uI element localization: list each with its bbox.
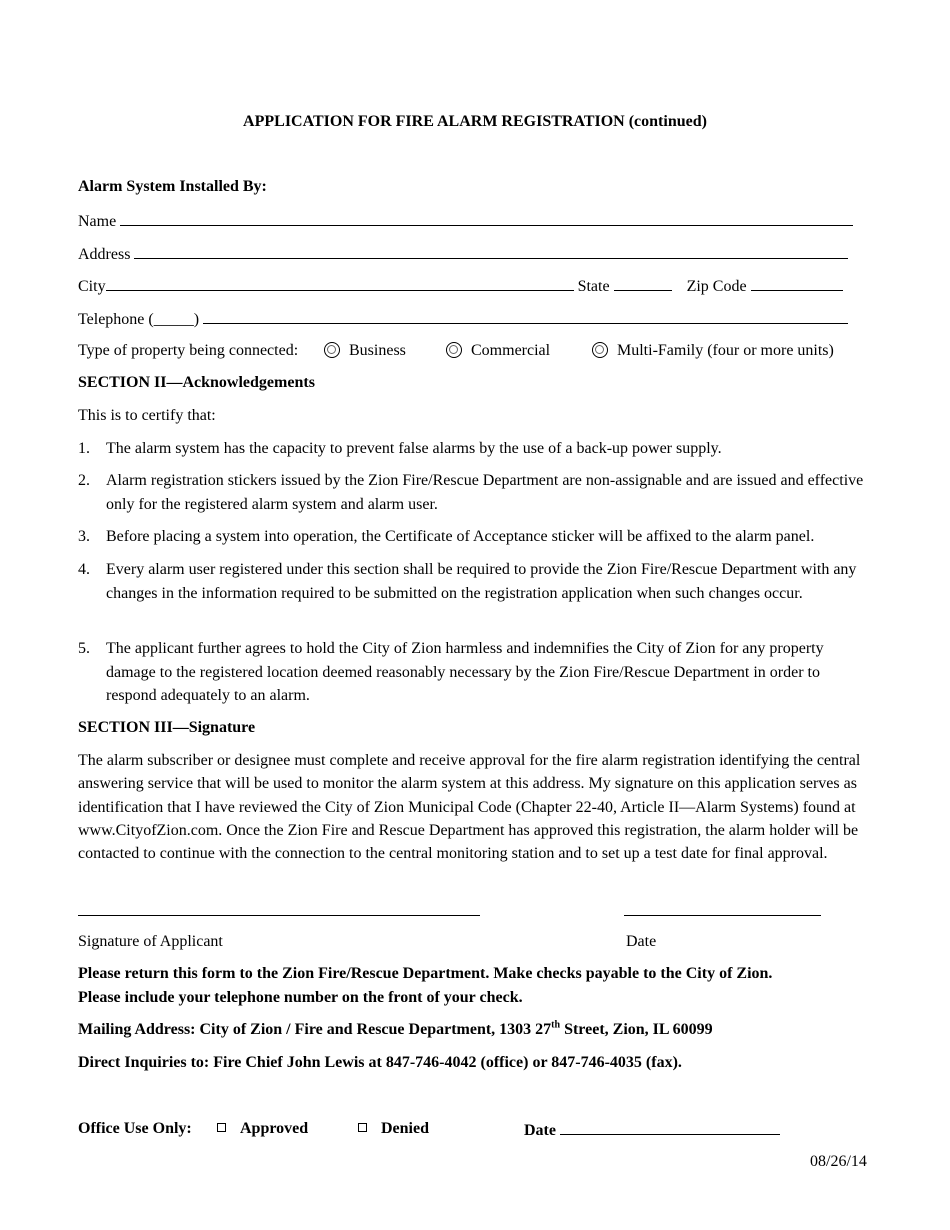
telephone-label: Telephone (_____) <box>78 311 200 328</box>
property-option-business[interactable] <box>324 340 406 362</box>
mailing-address <box>78 1019 713 1041</box>
multifamily-radio[interactable] <box>592 342 608 358</box>
zip-field[interactable] <box>751 274 843 291</box>
list-item-number: 4. <box>78 561 90 578</box>
signature-date-line[interactable] <box>624 897 821 916</box>
office-date-field[interactable] <box>560 1118 780 1135</box>
list-item-number: 5. <box>78 640 90 657</box>
approved-checkbox[interactable] <box>217 1123 226 1132</box>
form-revision-date: 08/26/14 <box>810 1153 867 1170</box>
office-use-label: Office Use Only: <box>78 1120 192 1137</box>
zip-label: Zip Code <box>686 278 747 295</box>
section2-heading: SECTION II—Acknowledgements <box>78 374 315 391</box>
telephone-field[interactable] <box>203 307 848 324</box>
name-label: Name <box>78 213 117 230</box>
mailing-address-text: Mailing Address: City of Zion / Fire and Rescue Department, 1303 27 <box>78 1021 552 1038</box>
list-item-text: Before placing a system into operation, the Certificate of Acceptance sticker will be affixed to the alarm panel. <box>106 528 815 545</box>
denied-label: Denied <box>381 1120 429 1137</box>
return-instructions-line2: Please include your telephone number on the front of your check. <box>78 989 523 1006</box>
office-date-label: Date <box>524 1122 556 1139</box>
list-item-text: Every alarm user registered under this section shall be required to provide the Zion Fire/Rescue Department with any changes in the information required to be submitted on the registration application when such changes occur. <box>106 561 857 602</box>
list-item-number: 2. <box>78 472 90 489</box>
commercial-radio[interactable] <box>446 342 462 358</box>
direct-inquiries: Direct Inquiries to: Fire Chief John Lewis at 847-746-4042 (office) or 847-746-4035 (fax). <box>78 1054 682 1071</box>
approved-label: Approved <box>240 1120 309 1137</box>
city-field[interactable] <box>106 274 574 291</box>
mailing-address-text-end: Street, Zion, IL 60099 <box>560 1021 713 1038</box>
property-option-multifamily[interactable] <box>592 340 834 362</box>
city-row <box>78 274 843 298</box>
business-label: Business <box>349 342 406 359</box>
section3-heading: SECTION III—Signature <box>78 719 256 736</box>
name-field[interactable] <box>120 209 853 226</box>
property-option-commercial[interactable] <box>446 340 550 362</box>
return-instructions-line1: Please return this form to the Zion Fire/Rescue Department. Make checks payable to the City of Zion. <box>78 965 773 982</box>
signature-label: Signature of Applicant <box>78 933 223 950</box>
denied-checkbox[interactable] <box>358 1123 367 1132</box>
multifamily-label: Multi-Family (four or more units) <box>617 342 834 359</box>
list-item-text: The alarm system has the capacity to prevent false alarms by the use of a back-up power supply. <box>106 440 722 457</box>
approved-option[interactable] <box>217 1118 308 1140</box>
commercial-label: Commercial <box>471 342 551 359</box>
list-item-number: 3. <box>78 528 90 545</box>
denied-option[interactable] <box>358 1118 429 1140</box>
section2-intro: This is to certify that: <box>78 407 216 424</box>
signature-date-label: Date <box>626 933 657 950</box>
telephone-row <box>78 307 848 331</box>
list-item-number: 1. <box>78 440 90 457</box>
address-row <box>78 242 848 266</box>
name-row <box>78 209 853 233</box>
property-type-label: Type of property being connected: <box>78 342 299 359</box>
business-radio[interactable] <box>324 342 340 358</box>
office-date-row <box>524 1118 780 1142</box>
address-field[interactable] <box>134 242 848 259</box>
address-label: Address <box>78 246 131 263</box>
state-field[interactable] <box>614 274 672 291</box>
list-item-text: The applicant further agrees to hold the City of Zion harmless and indemnifies the City of Zion for any property damage to the registered location deemed reasonably necessary by the Zion Fire/Rescue Department in order to respond adequately to an alarm. <box>106 640 824 704</box>
installer-heading: Alarm System Installed By: <box>78 178 267 195</box>
city-label: City <box>78 278 106 295</box>
page-title: APPLICATION FOR FIRE ALARM REGISTRATION (continued) <box>243 113 707 130</box>
state-label: State <box>577 278 610 295</box>
signature-line[interactable] <box>78 897 480 916</box>
section3-body: The alarm subscriber or designee must complete and receive approval for the fire alarm registration identifying the central answering service that will be used to monitor the alarm system at this address. My signature on this application serves as identification that I have reviewed the City of Zion Municipal Code (Chapter 22-40, Article II—Alarm Systems) found at www.CityofZion.com. Once the Zion Fire and Rescue Department has approved this registration, the alarm holder will be contacted to continue with the connection to the central monitoring station and to set up a test date for final approval. <box>78 752 861 863</box>
list-item-text: Alarm registration stickers issued by the Zion Fire/Rescue Department are non-assignable and are issued and effective only for the registered alarm system and alarm user. <box>106 472 864 513</box>
mailing-address-suffix: th <box>551 1019 561 1031</box>
